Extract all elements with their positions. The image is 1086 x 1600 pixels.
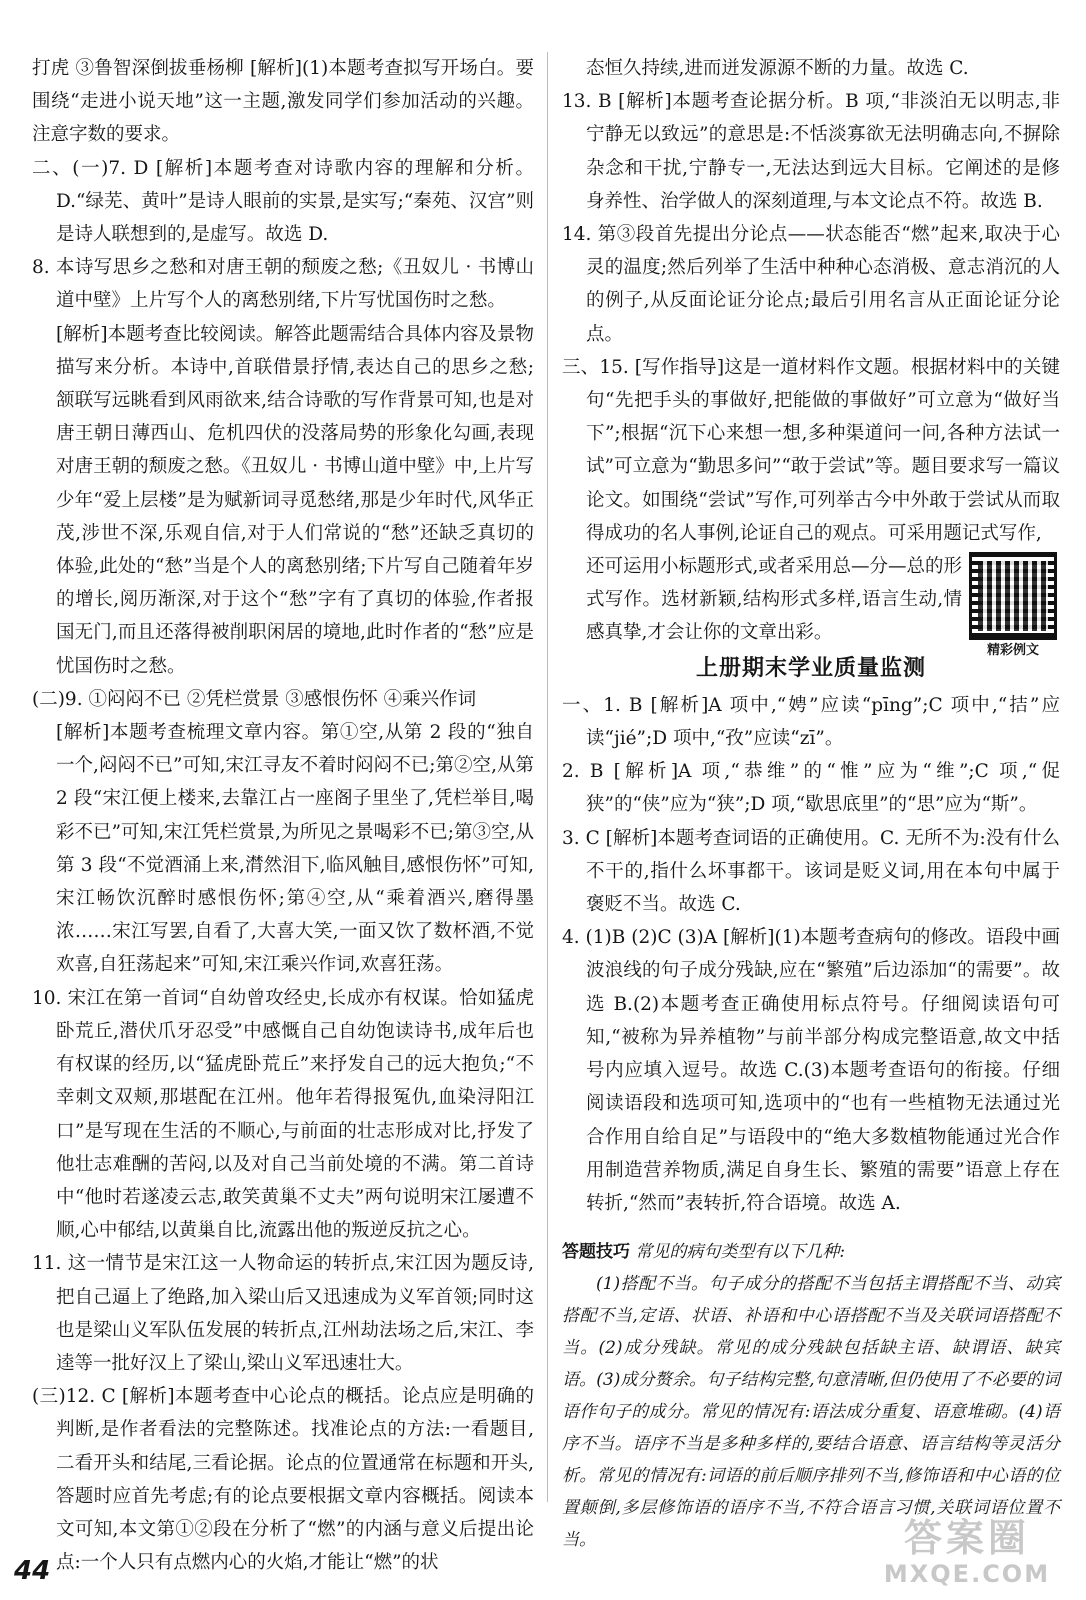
- answer-paragraph: (三)12. C [解析]本题考查中心论点的概括。论点应是明确的判断,是作者看法的完整陈述。找准论点的方法:一看题目,二看开头和结尾,三看论据。论点的位置通常在标题和开头,答题时应首先考虑;有的论点要根据文章内容概括。阅读本文可知,本文第①②段在分析了“燃”的内涵与意义后提出论点:一个人只有点燃内心的火焰,才能让“燃”的状: [32, 1386, 534, 1574]
- answer-paragraph: 13. B [解析]本题考查论据分析。B 项,“非淡泊无以明志,非宁静无以致远”的意思是:不恬淡寡欲无法明确志向,不摒除杂念和干扰,宁静专一,无法达到远大目标。它阐述的是修身养性、治学做人的深刻道理,与本文论点不符。故选 B.: [562, 91, 1060, 212]
- answer-paragraph: 11. 这一情节是宋江这一人物命运的转折点,宋江因为题反诗,把自己逼上了绝路,加入梁山后又迅速成为义军首领;同时这也是梁山义军队伍发展的转折点,江州劫法场之后,宋江、李逵等一批好汉上了梁山,梁山义军迅速壮大。: [32, 1253, 534, 1374]
- section-title: 上册期末学业质量监测: [695, 655, 926, 681]
- answer-paragraph: 还可运用小标题形式,或者采用总—分—总的形式写作。选材新颖,结构形式多样,语言生动,情感真挚,才会让你的文章出彩。: [586, 556, 962, 644]
- answer-paragraph: 三、15. [写作指导]这是一道材料作文题。根据材料中的关键句“先把手头的事做好,把能做的事做好”可立意为“做好当下”;根据“沉下心来想一想,多种渠道问一问,各种方法试一试”可立意为“勤思多问”“敢于尝试”等。题目要求写一篇议论文。如围绕“尝试”写作,可列举古今中外敢于尝试从而取得成功的名人事例,论证自己的观点。可采用题记式写作,: [562, 356, 1060, 544]
- answer-paragraph: 一、1. B [解析]A 项中,“娉”应读“pīng”;C 项中,“拮”应读“jié”;D 项中,“孜”应读“zī”。: [562, 694, 1060, 750]
- answer-paragraph: 3. C [解析]本题考查词语的正确使用。C. 无所不为:没有什么不干的,指什么坏事都干。该词是贬义词,用在本句中属于褒贬不当。故选 C.: [562, 827, 1060, 916]
- analysis-paragraph: [解析]本题考查梳理文章内容。第①空,从第 2 段的“独自一个,闷闷不已”可知,宋江寻友不着时闷闷不已;第②空,从第 2 段“宋江便上楼来,去靠江占一座阁子里坐了,凭栏举目,喝彩不已”可知,宋江凭栏赏景,为所见之景喝彩不已;第③空,从第 3 段“不觉酒涌上来,潸然泪下,临风触目,感恨伤怀”可知,宋江畅饮沉醉时感恨伤怀;第④空,从“乘着酒兴,磨得墨浓……宋江写罢,自看了,大喜大笑,一面又饮了数杯酒,不觉欢喜,自狂荡起来”可知,宋江乘兴作词,欢喜狂荡。: [56, 722, 534, 976]
- qr-code[interactable]: [968, 552, 1058, 660]
- tips-body: (1)搭配不当。句子成分的搭配不当包括主谓搭配不当、动宾搭配不当,定语、状语、补语和中心语搭配不当及关联词语搭配不当。(2)成分残缺。常见的成分残缺包括缺主语、缺谓语、缺宾语。(3)成分赘余。句子结构完整,句意清晰,但仍使用了不必要的词语作句子的成分。常见的情况有:语法成分重复、语意堆砌。(4)语序不当。语序不当是多种多样的,要结合语意、语言结构等灵活分析。常见的情况有:词语的前后顺序排列不当,修饰语和中心语的位置颠倒,多层修饰语的语序不当,不符合语言习惯,关联词语位置不当。: [562, 1274, 1060, 1551]
- answer-paragraph: 8. 本诗写思乡之愁和对唐王朝的颓废之愁;《丑奴儿 · 书博山道中壁》上片写个人的离愁别绪,下片写忧国伤时之愁。: [32, 257, 534, 312]
- answer-paragraph: 14. 第③段首先提出分论点——状态能否“燃”起来,取决于心灵的温度;然后列举了生活中种种心态消极、意志消沉的人的例子,从反面论证分论点;最后引用名言从正面论证分论点。: [562, 224, 1060, 345]
- analysis-paragraph: [解析]本题考查比较阅读。解答此题需结合具体内容及景物描写来分析。本诗中,首联借景抒情,表达自己的思乡之愁;颔联写远眺看到风雨欲来,结合诗歌的写作背景可知,也是对唐王朝日薄西山、危机四伏的没落局势的形象化勾画,表现对唐王朝的颓废之愁。《丑奴儿 · 书博山道中壁》中,上片写少年“爱上层楼”是为赋新词寻觅愁绪,那是少年时代,风华正茂,涉世不深,乐观自信,对于人们常说的“愁”还缺乏真切的体验,此处的“愁”当是个人的离愁别绪;下片写自己随着年岁的增长,阅历渐深,对于这个“愁”字有了真切的体验,作者报国无门,而且还落得被削职闲居的境地,此时作者的“愁”应是忧国伤时之愁。: [56, 323, 534, 677]
- watermark-url: MXQE.COM: [883, 1560, 1051, 1588]
- column-divider: [547, 52, 548, 1502]
- qr-code-icon: [969, 552, 1057, 640]
- answer-paragraph: 二、(一)7. D [解析]本题考查对诗歌内容的理解和分析。D.“绿芜、黄叶”是诗人眼前的实景,是实写;“秦苑、汉宫”则是诗人联想到的,是虚写。故选 D.: [32, 157, 534, 246]
- answer-paragraph: 2. B [解析]A 项,“恭维”的“惟”应为“维”;C 项,“促狭”的“侠”应为“狭”;D 项,“歇思底里”的“思”应为“斯”。: [562, 761, 1060, 816]
- left-column: [32, 52, 534, 1579]
- qr-caption: 精彩例文: [986, 643, 1039, 659]
- right-column: [562, 52, 1060, 1556]
- answer-paragraph: 4. (1)B (2)C (3)A [解析](1)本题考查病句的修改。语段中画波浪线的句子成分残缺,应在“繁殖”后边添加“的需要”。故选 B.(2)本题考查正确使用标点符号。仔细阅读语句可知,“被称为异养植物”与前半部分构成完整语意,故文中括号内应填入逗号。故选 C.(3)本题考查语句的衔接。仔细阅读语段和选项可知,选项中的“也有一些植物无法通过光合作用自给自足”与语段中的“绝大多数植物能通过光合作用制造营养物质,满足自身生长、繁殖的需要”语意上存在转折,“然而”表转折,符合语境。故选 A.: [562, 927, 1060, 1214]
- answer-paragraph: 态恒久持续,进而迸发源源不断的力量。故选 C.: [586, 58, 969, 79]
- tips-label: 答题技巧: [562, 1242, 630, 1263]
- watermark-logo: [862, 1516, 1072, 1594]
- qr-block: [562, 550, 1060, 659]
- watermark-text: 答案圈: [903, 1516, 1030, 1560]
- answer-paragraph: (二)9. ①闷闷不已 ②凭栏赏景 ③感恨伤怀 ④乘兴作词: [32, 688, 477, 710]
- tips-intro: 常见的病句类型有以下几种:: [635, 1242, 846, 1263]
- tips-box: [562, 1236, 1060, 1556]
- page-number: 44: [14, 1556, 51, 1586]
- answer-paragraph: 打虎 ③鲁智深倒拔垂杨柳 [解析](1)本题考查拟写开场白。要围绕“走进小说天地”这一主题,激发同学们参加活动的兴趣。注意字数的要求。: [32, 58, 534, 146]
- answer-paragraph: 10. 宋江在第一首词“自幼曾攻经史,长成亦有权谋。恰如猛虎卧荒丘,潜伏爪牙忍受”中感慨自己自幼饱读诗书,成年后也有权谋的经历,以“猛虎卧荒丘”来抒发自己的远大抱负;“不幸刺文双颊,那堪配在江州。他年若得报冤仇,血染浔阳江口”是写现在生活的不顺心,与前面的壮志形成对比,抒发了他壮志难酬的苦闷,以及对自己当前处境的不满。第二首诗中“他时若遂凌云志,敢笑黄巢不丈夫”两句说明宋江屡遭不顺,心中郁结,以黄巢自比,流露出他的叛逆反抗之心。: [32, 987, 534, 1242]
